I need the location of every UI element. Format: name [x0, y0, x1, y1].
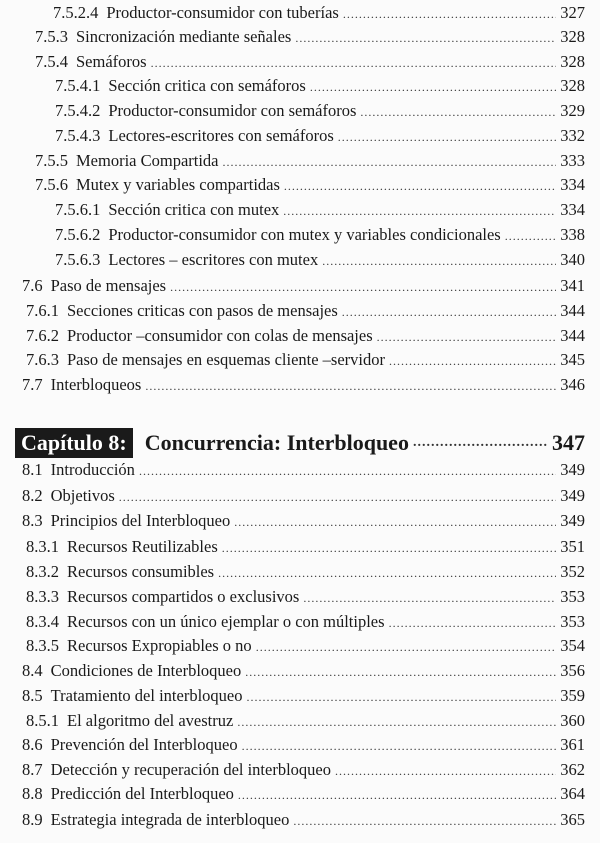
dot-leader — [295, 31, 556, 46]
dot-leader — [151, 56, 557, 71]
entry-number: 8.3.5 — [26, 636, 59, 655]
entry-number: 7.5.6.1 — [55, 200, 101, 219]
entry-title: Predicción del Interbloqueo — [50, 784, 234, 803]
dot-leader — [413, 435, 548, 451]
entry-title: Recursos compartidos o exclusivos — [67, 587, 300, 606]
entry-page: 349 — [560, 511, 585, 530]
chapter-label: Capítulo 8: — [15, 428, 133, 458]
entry-title: Estrategia integrada de interbloqueo — [50, 810, 290, 829]
entry-page: 349 — [560, 460, 585, 479]
entry-page: 353 — [560, 612, 585, 631]
dot-leader — [238, 788, 556, 803]
dot-leader — [360, 105, 556, 120]
entry-number: 7.5.6 — [35, 175, 68, 194]
toc-entry — [22, 486, 585, 508]
entry-number: 7.6.3 — [26, 350, 59, 369]
entry-title: Recursos Expropiables o no — [67, 636, 252, 655]
entry-page: 334 — [560, 200, 585, 219]
entry-title: Detección y recuperación del interbloqueo — [50, 760, 331, 779]
entry-title: Memoria Compartida — [76, 151, 219, 170]
toc-entry — [26, 350, 585, 372]
entry-number: 8.8 — [22, 784, 43, 803]
entry-page: 328 — [560, 52, 585, 71]
toc-entry — [35, 175, 585, 197]
entry-page: 352 — [560, 562, 585, 581]
toc-entry — [26, 326, 585, 348]
entry-page: 329 — [560, 101, 585, 120]
chapter-page: 347 — [552, 430, 585, 455]
dot-leader — [389, 354, 556, 369]
toc-entry — [22, 511, 585, 533]
entry-page: 359 — [560, 686, 585, 705]
entry-number: 8.6 — [22, 735, 43, 754]
entry-number: 8.3.4 — [26, 612, 59, 631]
dot-leader — [246, 690, 556, 705]
entry-title: Tratamiento del interbloqueo — [50, 686, 243, 705]
entry-number: 8.7 — [22, 760, 43, 779]
entry-page: 361 — [560, 735, 585, 754]
dot-leader — [222, 541, 556, 556]
entry-page: 360 — [560, 711, 585, 730]
dot-leader — [389, 616, 557, 631]
toc-entry — [22, 686, 585, 708]
entry-number: 7.6 — [22, 276, 43, 295]
entry-number: 7.5.2.4 — [53, 3, 99, 22]
entry-number: 7.5.6.2 — [55, 225, 101, 244]
entry-title: Objetivos — [50, 486, 115, 505]
entry-number: 7.5.3 — [35, 27, 68, 46]
entry-title: Semáforos — [76, 52, 147, 71]
dot-leader — [293, 814, 556, 829]
entry-page: 362 — [560, 760, 585, 779]
entry-title: Lectores – escritores con mutex — [108, 250, 319, 269]
entry-title: Introducción — [50, 460, 135, 479]
entry-page: 341 — [560, 276, 585, 295]
entry-number: 8.2 — [22, 486, 43, 505]
entry-title: Recursos Reutilizables — [67, 537, 218, 556]
entry-title: Sección critica con semáforos — [108, 76, 306, 95]
entry-title: Paso de mensajes en esquemas cliente –servidor — [67, 350, 385, 369]
entry-title: Recursos consumibles — [67, 562, 215, 581]
entry-number: 7.7 — [22, 375, 43, 394]
entry-number: 7.5.4.3 — [55, 126, 101, 145]
dot-leader — [119, 490, 556, 505]
dot-leader — [139, 464, 556, 479]
toc-entry — [55, 225, 585, 247]
entry-title: Lectores-escritores con semáforos — [108, 126, 334, 145]
toc-entry — [35, 27, 585, 49]
entry-number: 8.3.3 — [26, 587, 59, 606]
dot-leader — [377, 330, 557, 345]
entry-number: 8.3 — [22, 511, 43, 530]
entry-page: 333 — [560, 151, 585, 170]
entry-title: Productor-consumidor con tuberías — [106, 3, 339, 22]
toc-entry — [26, 612, 585, 634]
entry-page: 349 — [560, 486, 585, 505]
toc-entry — [26, 562, 585, 584]
entry-page: 351 — [560, 537, 585, 556]
dot-leader — [223, 155, 557, 170]
toc-entry — [22, 661, 585, 683]
toc-entry — [26, 301, 585, 323]
entry-title: Sección critica con mutex — [108, 200, 280, 219]
dot-leader — [245, 665, 556, 680]
dot-leader — [343, 7, 556, 22]
toc-entry — [55, 250, 585, 272]
toc-entry — [22, 784, 585, 806]
dot-leader — [342, 305, 556, 320]
toc-entry — [55, 101, 585, 123]
entry-page: 328 — [560, 27, 585, 46]
entry-page: 353 — [560, 587, 585, 606]
entry-title: Productor –consumidor con colas de mensajes — [67, 326, 373, 345]
toc-entry — [22, 276, 585, 298]
dot-leader — [322, 254, 556, 269]
entry-title: Mutex y variables compartidas — [76, 175, 280, 194]
entry-title: Sincronización mediante señales — [76, 27, 292, 46]
entry-number: 8.9 — [22, 810, 43, 829]
toc-entry — [35, 52, 585, 74]
entry-page: 364 — [560, 784, 585, 803]
toc-entry — [22, 460, 585, 482]
dot-leader — [242, 739, 557, 754]
toc-entry — [26, 537, 585, 559]
entry-title: Principios del Interbloqueo — [50, 511, 231, 530]
dot-leader — [505, 229, 557, 244]
entry-page: 327 — [560, 3, 585, 22]
entry-page: 334 — [560, 175, 585, 194]
dot-leader — [303, 591, 556, 606]
entry-page: 354 — [560, 636, 585, 655]
entry-number: 8.5.1 — [26, 711, 59, 730]
entry-title: Prevención del Interbloqueo — [50, 735, 238, 754]
entry-title: Interbloqueos — [50, 375, 142, 394]
entry-title: Condiciones de Interbloqueo — [50, 661, 242, 680]
dot-leader — [145, 379, 556, 394]
entry-title: Productor-consumidor con mutex y variables condicionales — [108, 225, 501, 244]
toc-entry — [22, 375, 585, 397]
entry-title: Productor-consumidor con semáforos — [108, 101, 357, 120]
entry-page: 356 — [560, 661, 585, 680]
toc-entry — [55, 76, 585, 98]
dot-leader — [237, 715, 556, 730]
dot-leader — [283, 204, 556, 219]
entry-number: 8.5 — [22, 686, 43, 705]
dot-leader — [284, 179, 556, 194]
toc-entry — [26, 636, 585, 658]
dot-leader — [234, 515, 556, 530]
entry-page: 344 — [560, 326, 585, 345]
toc-entry — [26, 711, 585, 733]
chapter-heading — [15, 428, 585, 458]
dot-leader — [338, 130, 556, 145]
entry-title: Secciones criticas con pasos de mensajes — [67, 301, 338, 320]
entry-number: 8.4 — [22, 661, 43, 680]
entry-number: 7.5.5 — [35, 151, 68, 170]
entry-number: 7.5.4.2 — [55, 101, 101, 120]
entry-page: 332 — [560, 126, 585, 145]
entry-page: 345 — [560, 350, 585, 369]
entry-title: Recursos con un único ejemplar o con múltiples — [67, 612, 385, 631]
toc-entry — [53, 3, 585, 25]
toc-entry — [22, 810, 585, 832]
toc-entry — [22, 760, 585, 782]
entry-title: El algoritmo del avestruz — [67, 711, 234, 730]
entry-page: 346 — [560, 375, 585, 394]
dot-leader — [256, 640, 557, 655]
toc-entry — [35, 151, 585, 173]
entry-page: 365 — [560, 810, 585, 829]
dot-leader — [310, 80, 556, 95]
toc-entry — [22, 735, 585, 757]
entry-page: 340 — [560, 250, 585, 269]
entry-number: 8.3.2 — [26, 562, 59, 581]
entry-number: 7.5.4 — [35, 52, 68, 71]
toc-entry — [55, 200, 585, 222]
entry-number: 8.3.1 — [26, 537, 59, 556]
entry-number: 7.6.2 — [26, 326, 59, 345]
chapter-title: Concurrencia: Interbloqueo — [144, 430, 409, 455]
dot-leader — [170, 280, 556, 295]
dot-leader — [335, 764, 556, 779]
entry-page: 328 — [560, 76, 585, 95]
entry-page: 338 — [560, 225, 585, 244]
entry-number: 7.5.4.1 — [55, 76, 101, 95]
entry-page: 344 — [560, 301, 585, 320]
toc-entry — [55, 126, 585, 148]
entry-number: 8.1 — [22, 460, 43, 479]
dot-leader — [218, 566, 556, 581]
entry-title: Paso de mensajes — [50, 276, 167, 295]
entry-number: 7.6.1 — [26, 301, 59, 320]
toc-entry — [26, 587, 585, 609]
entry-number: 7.5.6.3 — [55, 250, 101, 269]
